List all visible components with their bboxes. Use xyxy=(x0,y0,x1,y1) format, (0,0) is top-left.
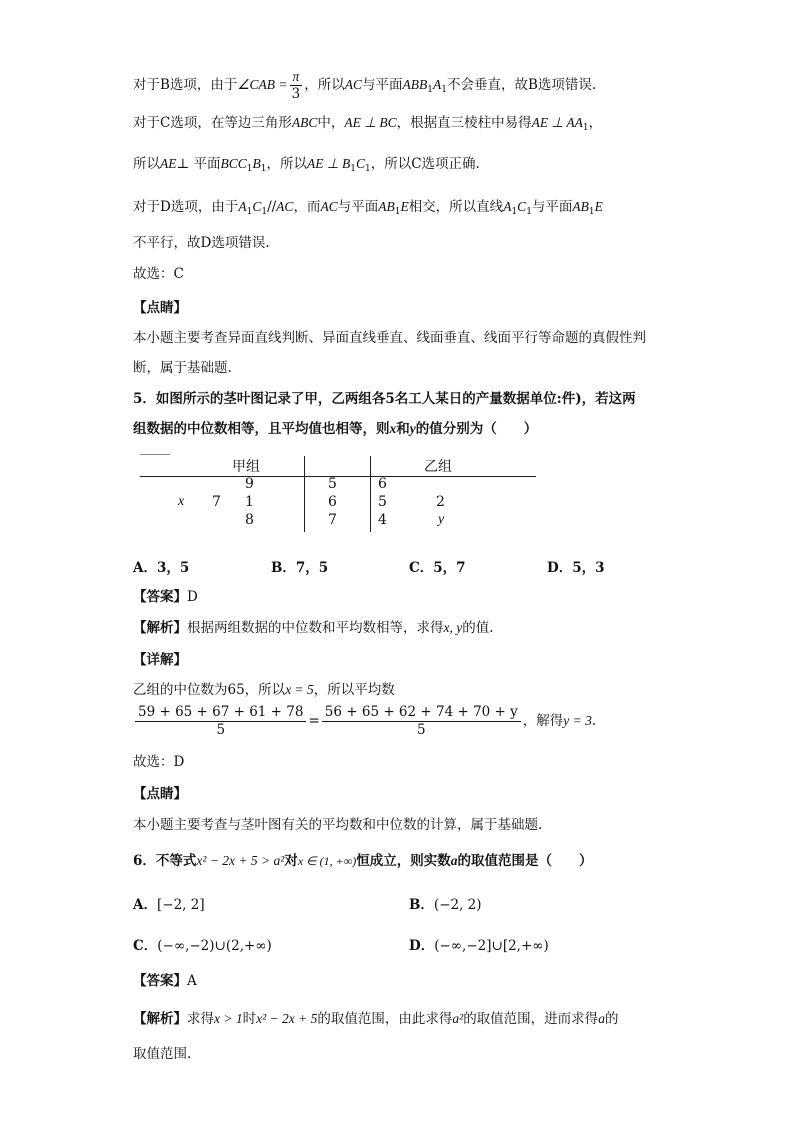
text: 对于C选项，在等边三角形 xyxy=(133,115,292,131)
option-value: (−∞,−2)∪(2,+∞) xyxy=(157,938,272,954)
answer-6 xyxy=(133,971,197,991)
math-ab: AB xyxy=(572,199,589,214)
text: ，而 xyxy=(293,199,321,215)
detail-5-equation xyxy=(133,704,596,739)
math-angle: ∠CAB = xyxy=(237,77,288,92)
leaf-left: 9 xyxy=(245,476,254,492)
sub: 1 xyxy=(364,164,371,174)
leaf-right: 4 xyxy=(378,512,387,528)
var-a: a xyxy=(450,853,458,868)
q5-option-b: B．7，5 xyxy=(271,560,329,576)
math-ab: AB xyxy=(378,199,395,214)
math-bcc: BCC xyxy=(220,156,247,171)
fraction-pi-3 xyxy=(290,68,303,103)
text: ， xyxy=(588,115,603,131)
math-ae: AE xyxy=(160,156,177,171)
math-plane: A xyxy=(433,77,442,92)
text: 求得 xyxy=(187,1011,214,1027)
equals: = xyxy=(308,713,320,729)
text: 对于B选项，由于 xyxy=(133,77,238,93)
math-plane: ABB xyxy=(402,77,428,92)
text: ⊥ 平面 xyxy=(176,156,221,172)
math-ac: AC xyxy=(344,77,363,92)
analysis-5 xyxy=(133,618,494,638)
option-value: (−∞,−2]∪[2,+∞) xyxy=(434,938,549,954)
analysis-label: 【解析】 xyxy=(133,1011,187,1027)
sub: 1 xyxy=(246,164,253,174)
math-b: B xyxy=(252,156,261,171)
sub: 1 xyxy=(261,207,268,217)
var-x: x xyxy=(389,421,397,436)
text: ，所以C选项正确. xyxy=(370,156,480,172)
option-value: (−2, 2) xyxy=(433,897,482,913)
analysis-6 xyxy=(133,1009,618,1029)
option-d-analysis-1 xyxy=(133,197,603,222)
stem-value: 6 xyxy=(328,494,337,510)
header-group-yi: 乙组 xyxy=(424,459,452,475)
math-x-gt-1: x > 1 xyxy=(214,1011,243,1026)
text: ，所以 xyxy=(304,77,345,93)
dianjing-text-1: 本小题主要考查异面直线判断、异面直线垂直、线面垂直、线面平行等命题的真假性判 xyxy=(133,330,646,346)
stem-value: 5 xyxy=(328,476,337,492)
text: 对 xyxy=(284,853,298,869)
leaf-right-2: 2 xyxy=(436,494,445,510)
leaf-var-x: x xyxy=(178,494,185,509)
sub: 1 xyxy=(350,164,356,174)
text: 与平面 xyxy=(362,77,403,93)
numerator: 56 + 65 + 62 + 74 + 70 + y xyxy=(322,704,521,722)
math-a: A xyxy=(503,199,512,214)
header-group-jia: 甲组 xyxy=(232,459,260,475)
math-inequality: x² − 2x + 5 > a² xyxy=(196,853,285,868)
stem-value: 7 xyxy=(328,512,337,528)
text: ，所以 xyxy=(266,156,307,172)
leaf-var-y: y xyxy=(438,512,445,527)
q6-option-b xyxy=(409,893,482,913)
sub: 1 xyxy=(441,85,448,95)
sub: 1 xyxy=(511,207,518,217)
sub: 1 xyxy=(246,207,253,217)
text: 所以 xyxy=(133,156,160,172)
math-xy: x, y xyxy=(443,620,463,635)
q5-option-c: C．5，7 xyxy=(409,560,466,576)
text: 恒成立，则实数 xyxy=(356,853,451,869)
text: 中， xyxy=(317,115,345,131)
math-ac: AC xyxy=(276,199,294,214)
q6-option-c xyxy=(133,934,272,954)
choose-c: 故选：C xyxy=(133,266,184,282)
numerator: 59 + 65 + 67 + 61 + 78 xyxy=(135,704,306,722)
math-domain: x ∈ (1, +∞) xyxy=(297,854,357,868)
var-a: a xyxy=(598,1011,605,1026)
math-ac: AC xyxy=(320,199,338,214)
math-ae-b1c1: AE ⊥ B xyxy=(306,156,351,171)
math-c: C xyxy=(355,156,365,171)
text: ，所以平均数 xyxy=(313,682,395,698)
question-5-line-1: 5．如图所示的茎叶图记录了甲，乙两组各5名工人某日的产量数据单位:件)，若这两 xyxy=(133,391,636,407)
sub: 1 xyxy=(526,207,532,217)
option-letter: C． xyxy=(133,938,158,954)
var-y: y xyxy=(409,421,416,436)
math-a: A xyxy=(238,199,247,214)
text: 的 xyxy=(604,1011,619,1027)
text: 相交，所以直线 xyxy=(408,199,504,215)
option-letter: B． xyxy=(409,897,434,913)
text: 组数据的中位数相等，且平均值也相等，则 xyxy=(133,421,390,437)
answer-label: 【答案】 xyxy=(133,589,187,605)
text: 时 xyxy=(242,1011,257,1027)
math-x5: x = 5 xyxy=(285,682,314,697)
question-6 xyxy=(133,851,593,871)
text: 的取值范围，进而求得 xyxy=(463,1011,599,1027)
text: 6．不等式 xyxy=(133,853,197,869)
math-e: E xyxy=(400,199,409,214)
option-letter: D． xyxy=(409,938,435,954)
leaf-left: 1 xyxy=(245,494,254,510)
answer-5 xyxy=(133,587,198,607)
leaf-right: 6 xyxy=(378,476,387,492)
text: 不会垂直，故B选项错误. xyxy=(447,77,597,93)
q6-option-d xyxy=(409,934,549,954)
dianjing-text-2: 断，属于基础题. xyxy=(133,360,232,376)
sub: 1 xyxy=(588,207,595,217)
math-ae-bc: AE ⊥ BC xyxy=(344,115,397,130)
text: 的值. xyxy=(462,620,494,636)
denominator: 5 xyxy=(216,722,226,738)
math-e: E xyxy=(594,199,603,214)
detail-heading-5: 【详解】 xyxy=(133,652,187,668)
option-letter: A． xyxy=(133,897,157,913)
option-d-analysis-2: 不平行，故D选项错误. xyxy=(133,235,270,251)
text: 乙组的中位数为65，所以 xyxy=(133,682,286,698)
answer-value: D xyxy=(187,589,198,605)
math-parallel: // xyxy=(267,199,277,215)
sub: 1 xyxy=(260,164,267,174)
stem-divider-left xyxy=(304,456,305,532)
fraction-left xyxy=(135,704,306,739)
math-expr: x² − 2x + 5 xyxy=(256,1011,318,1026)
leaf-left-2: 7 xyxy=(212,494,221,510)
option-c-analysis-1 xyxy=(133,113,602,138)
analysis-6-line-2: 取值范围. xyxy=(133,1046,192,1062)
plot-edge-mark xyxy=(140,454,170,455)
stem-divider-right xyxy=(370,456,371,532)
answer-label: 【答案】 xyxy=(133,973,187,989)
option-c-analysis-2 xyxy=(133,154,480,179)
analysis-label: 【解析】 xyxy=(133,620,187,636)
sub: 1 xyxy=(427,85,434,95)
q5-option-d: D．5，3 xyxy=(547,560,605,576)
option-value: [−2, 2] xyxy=(156,897,205,913)
dianjing-heading-1: 【点睛】 xyxy=(133,300,187,316)
q5-option-a: A．3，5 xyxy=(133,560,190,576)
text: 对于D选项，由于 xyxy=(133,199,239,215)
fraction-right xyxy=(322,704,521,739)
text: 根据两组数据的中位数和平均数相等，求得 xyxy=(187,620,444,636)
math-c: C xyxy=(517,199,527,214)
numerator: π xyxy=(290,68,303,86)
text: . xyxy=(591,713,597,729)
text: 与平面 xyxy=(531,199,573,215)
dianjing-text-3: 本小题主要考查与茎叶图有关的平均数和中位数的计算，属于基础题. xyxy=(133,817,543,833)
text: 的取值范围，由此求得 xyxy=(317,1011,453,1027)
choose-d: 故选：D xyxy=(133,754,185,770)
sub: 1 xyxy=(582,123,589,133)
text: 的取值范围是（ ） xyxy=(457,853,593,869)
detail-5-line-1 xyxy=(133,680,395,700)
denominator: 5 xyxy=(416,722,426,738)
math-ae-aa1: AE ⊥ AA xyxy=(531,115,583,130)
dianjing-heading-2: 【点睛】 xyxy=(133,786,187,802)
text: ，根据直三棱柱中易得 xyxy=(396,115,532,131)
option-b-analysis xyxy=(133,68,596,103)
math-abc: ABC xyxy=(291,115,318,130)
text: ，解得 xyxy=(522,713,564,729)
text: 与平面 xyxy=(337,199,379,215)
math-y3: y = 3 xyxy=(563,713,592,728)
q6-option-a xyxy=(133,893,205,913)
text: 和 xyxy=(396,421,410,437)
question-5-line-2 xyxy=(133,419,537,439)
leaf-right: 5 xyxy=(378,494,387,510)
sub: 1 xyxy=(394,207,401,217)
math-a2: a² xyxy=(452,1011,464,1026)
header-rule xyxy=(140,476,536,477)
answer-value: A xyxy=(187,973,197,989)
leaf-left: 8 xyxy=(245,512,254,528)
text: 的值分别为（ ） xyxy=(415,421,538,437)
denominator: 3 xyxy=(291,86,301,102)
math-c: C xyxy=(252,199,262,214)
